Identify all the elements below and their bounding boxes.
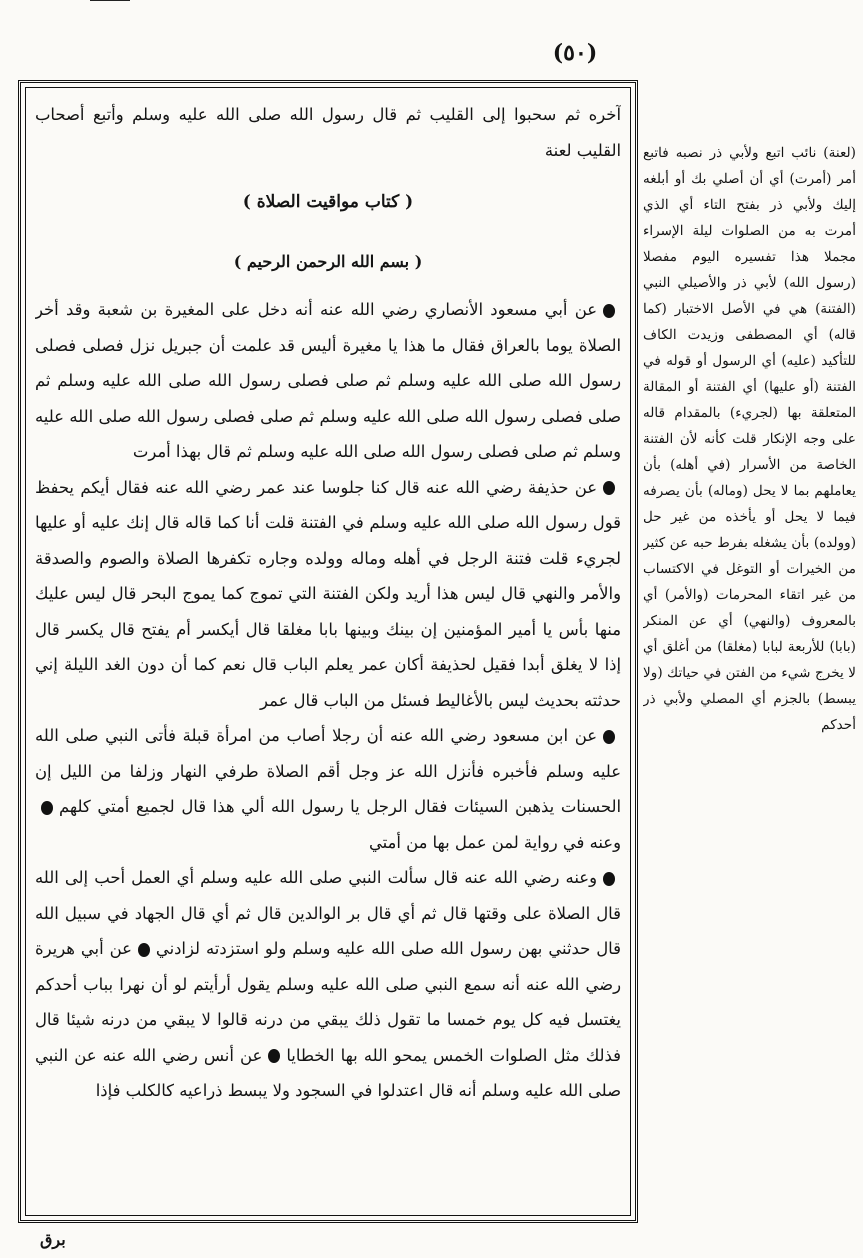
top-rule (90, 0, 130, 1)
basmala: ( بسم الله الرحمن الرحيم ) (233, 252, 423, 271)
hadith-marker-icon (603, 481, 615, 495)
hadith-marker-icon (41, 801, 53, 815)
catchword: برق (40, 1230, 66, 1249)
book-title: ( كتاب مواقيت الصلاة ) (242, 192, 414, 212)
intro-line: آخره ثم سحبوا إلى القليب ثم قال رسول الله صلى الله عليه وسلم وأتبع أصحاب القليب لعنة (35, 105, 621, 160)
hadith-paragraph: عن حذيفة رضي الله عنه قال كنا جلوسا عند عمر رضي الله عنه فقال أيكم يحفظ قول رسول الله صلى الله عليه وسلم في الفتنة قلت أنا كما قاله قال إنك عليه أو عليها لجريء قلت فتنة الرجل في أهله وماله وولده وجاره تكفرها الصلاة والصوم والصدقة والأمر والنهي قال ليس هذا أريد ولكن الفتنة التي تموج كما يموج البحر قال ليس عليك منها بأس يا أمير المؤمنين إن بينك وبينها بابا مغلقا قال أيكسر أم يفتح قال يكسر قال إذا لا يغلق أبدا فقيل لحذيفة أكان عمر يعلم الباب قال نعم كما أن دون الغد الليلة إني حدثته بحديث ليس بالأغاليط فسئل من الباب قال عمر (35, 477, 621, 710)
margin-commentary (643, 140, 856, 1140)
hadith-marker-icon (603, 730, 615, 744)
page-number: (٥٠) (552, 40, 598, 66)
main-text-frame (18, 80, 638, 1223)
commentary-text: (لعنة) نائب اتبع ولأبي ذر نصبه فاتبع أمر (أمرت) أي أن أصلي بك أو أبلغه إليك ولأبي ذر بفتح التاء أي الذي أمرت به من الصلوات ليلة الإسراء مجملا هذا تفسيره اليوم مفصلا (رسول الله) لأبي ذر والأصيلي النبي (الفتنة) هي في الأصل الاختبار (كما قاله) أي المصطفى وزيدت الكاف للتأكيد (عليه) أي الرسول أو قوله في الفتنة (أو عليها) أي الفتنة أو المقالة المتعلقة بها (لجريء) بالمقدام قاله على وجه الإنكار قلت كأنه لأن الفتنة الخاصة من الأسرار (في أهله) بأن يعاملهم بما لا يحل (وماله) بأن يصرفه فيما لا يحل أو يأخذه من غير حل (وولده) بأن يشغله بفرط حبه عن كثير من الخيرات أو التوغل في الاكتساب من غير اتقاء المحرمات (والأمر) أي بالمعروف (والنهي) أي عن المنكر (بابا) للأربعة لبابا (مغلقا) من أغلق أي لا يخرج شيء من الفتن في حياتك (ولا يبسط) بالجزم أي المصلي ولأبي ذر أحدكم (643, 145, 856, 733)
hadith-marker-icon (138, 943, 150, 957)
main-text-body (35, 97, 621, 1206)
hadith-paragraph: وعنه رضي الله عنه قال سألت النبي صلى الله عليه وسلم أي العمل أحب إلى الله قال الصلاة على وقتها قال ثم أي قال بر الوالدين قال ثم أي قال الجهاد في سبيل الله قال حدثني بهن رسول الله صلى الله عليه وسلم ولو استزدته لزادنيعن أبي هريرة رضي الله عنه أنه سمع النبي صلى الله عليه وسلم يقول أرأيتم لو أن نهرا بباب أحدكم يغتسل فيه كل يوم خمسا ما تقول ذلك يبقي من درنه قالوا لا يبقي من درنه شيئا قال فذلك مثل الصلوات الخمس يمحو الله بها الخطاياعن أنس رضي الله عنه عن النبي صلى الله عليه وسلم أنه قال اعتدلوا في السجود ولا يبسط ذراعيه كالكلب فإذا (35, 868, 621, 1100)
hadith-marker-icon (603, 304, 615, 318)
hadith-paragraph: عن ابن مسعود رضي الله عنه أن رجلا أصاب من امرأة قبلة فأتى النبي صلى الله عليه وسلم فأخبره فأنزل الله عز وجل أقم الصلاة طرفي النهار وزلفا من الليل إن الحسنات يذهبن السيئات فقال الرجل يا رسول الله ألي هذا قال لجميع أمتي كلهموعنه في رواية لمن عمل بها من أمتي (35, 726, 621, 852)
hadith-paragraph: عن أبي مسعود الأنصاري رضي الله عنه أنه دخل على المغيرة بن شعبة وقد أخر الصلاة يوما بالعراق فقال ما هذا يا مغيرة أليس قد علمت أن جبريل نزل فصلى فصلى رسول الله صلى الله عليه وسلم ثم صلى فصلى رسول الله صلى الله عليه وسلم ثم صلى فصلى رسول الله صلى الله عليه وسلم ثم صلى فصلى رسول الله صلى الله عليه وسلم ثم صلى فصلى رسول الله صلى الله عليه وسلم ثم قال بهذا أمرت (35, 300, 621, 461)
hadith-marker-icon (603, 872, 615, 886)
hadith-marker-icon (268, 1049, 280, 1063)
